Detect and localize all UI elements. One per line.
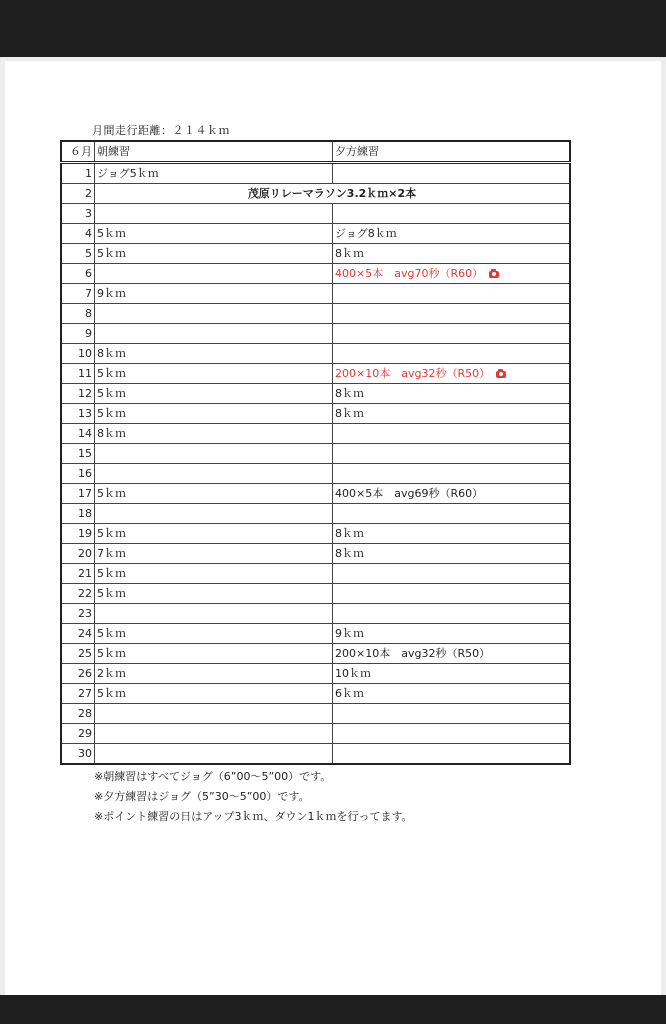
table-row (61, 224, 570, 244)
evening-text: 400×5本 avg69秒（R60） (335, 487, 484, 500)
morning-cell: 5ｋｍ (95, 484, 333, 504)
day-cell: 2 (61, 184, 95, 204)
table-row (61, 344, 570, 364)
evening-text: ジョグ8ｋｍ (335, 227, 397, 240)
table-row (61, 544, 570, 564)
day-cell: 11 (61, 364, 95, 384)
day-cell: 29 (61, 724, 95, 744)
morning-cell (95, 504, 333, 524)
footnote: ※夕方練習はジョグ（5”30～5”00）です。 (94, 790, 310, 803)
evening-text: 400×5本 avg70秒（R60） (335, 267, 484, 280)
morning-cell: 7ｋｍ (95, 544, 333, 564)
table-row (61, 244, 570, 264)
day-cell: 19 (61, 524, 95, 544)
evening-cell (333, 364, 571, 384)
day-cell: 25 (61, 644, 95, 664)
table-row (61, 444, 570, 464)
table-row (61, 624, 570, 644)
table-row (61, 564, 570, 584)
morning-cell (95, 704, 333, 724)
day-cell: 16 (61, 464, 95, 484)
morning-cell (95, 304, 333, 324)
evening-text: 6ｋｍ (335, 687, 364, 700)
evening-cell (333, 404, 571, 424)
evening-text: 200×10本 avg32秒（R50） (335, 367, 491, 380)
day-cell: 6 (61, 264, 95, 284)
day-cell: 13 (61, 404, 95, 424)
day-cell: 20 (61, 544, 95, 564)
viewer-bottom-bar (0, 995, 666, 1024)
morning-cell (95, 324, 333, 344)
morning-cell: 5ｋｍ (95, 624, 333, 644)
footnote: ※朝練習はすべてジョグ（6”00～5”00）です。 (94, 770, 332, 783)
evening-text: 8ｋｍ (335, 547, 364, 560)
day-cell: 3 (61, 204, 95, 224)
evening-cell (333, 544, 571, 564)
header-month: ６月 (61, 141, 95, 163)
evening-cell (333, 564, 571, 584)
table-row (61, 684, 570, 704)
training-log-table (60, 140, 571, 765)
table-row (61, 744, 570, 765)
day-cell: 5 (61, 244, 95, 264)
table-row (61, 464, 570, 484)
day-cell: 30 (61, 744, 95, 765)
evening-text: 9ｋｍ (335, 627, 364, 640)
evening-text: 10ｋｍ (335, 667, 371, 680)
evening-cell (333, 724, 571, 744)
morning-cell: 5ｋｍ (95, 584, 333, 604)
event-cell: 茂原リレーマラソン3.2ｋｍ×2本 (95, 184, 571, 204)
evening-cell (333, 684, 571, 704)
table-header-row (61, 141, 570, 163)
evening-text: 8ｋｍ (335, 387, 364, 400)
evening-cell (333, 304, 571, 324)
evening-cell (333, 644, 571, 664)
day-cell: 12 (61, 384, 95, 404)
day-cell: 7 (61, 284, 95, 304)
morning-cell (95, 604, 333, 624)
evening-cell (333, 504, 571, 524)
evening-cell (333, 224, 571, 244)
day-cell: 15 (61, 444, 95, 464)
morning-cell: 5ｋｍ (95, 564, 333, 584)
evening-cell (333, 484, 571, 504)
table-row (61, 664, 570, 684)
evening-cell (333, 444, 571, 464)
morning-cell: 5ｋｍ (95, 364, 333, 384)
day-cell: 1 (61, 163, 95, 184)
day-cell: 4 (61, 224, 95, 244)
day-cell: 10 (61, 344, 95, 364)
evening-text: 200×10本 avg32秒（R50） (335, 647, 491, 660)
morning-cell (95, 264, 333, 284)
evening-cell (333, 264, 571, 284)
table-row (61, 163, 570, 184)
viewer-top-bar (0, 0, 666, 57)
day-cell: 27 (61, 684, 95, 704)
table-row (61, 304, 570, 324)
table-row (61, 204, 570, 224)
monthly-distance-summary: 月間走行距離：２１４ｋｍ (92, 124, 230, 137)
morning-cell: 5ｋｍ (95, 524, 333, 544)
morning-cell: 5ｋｍ (95, 684, 333, 704)
table-row (61, 404, 570, 424)
evening-cell (333, 244, 571, 264)
morning-cell: 5ｋｍ (95, 404, 333, 424)
evening-cell (333, 424, 571, 444)
evening-cell (333, 204, 571, 224)
camera-icon (489, 271, 499, 278)
evening-cell (333, 624, 571, 644)
day-cell: 14 (61, 424, 95, 444)
footnote: ※ポイント練習の日はアップ3ｋｍ、ダウン1ｋｍを行ってます。 (94, 810, 413, 823)
morning-cell: 9ｋｍ (95, 284, 333, 304)
day-cell: 17 (61, 484, 95, 504)
day-cell: 26 (61, 664, 95, 684)
day-cell: 9 (61, 324, 95, 344)
day-cell: 21 (61, 564, 95, 584)
morning-cell: 5ｋｍ (95, 384, 333, 404)
morning-cell: 8ｋｍ (95, 424, 333, 444)
evening-cell (333, 384, 571, 404)
morning-cell (95, 444, 333, 464)
evening-cell (333, 284, 571, 304)
morning-cell: 5ｋｍ (95, 244, 333, 264)
evening-cell (333, 584, 571, 604)
morning-cell: 8ｋｍ (95, 344, 333, 364)
morning-cell (95, 464, 333, 484)
morning-cell (95, 204, 333, 224)
morning-cell (95, 724, 333, 744)
evening-cell (333, 464, 571, 484)
evening-text: 8ｋｍ (335, 407, 364, 420)
table-row (61, 644, 570, 664)
header-evening: 夕方練習 (333, 141, 571, 163)
morning-cell: 5ｋｍ (95, 224, 333, 244)
day-cell: 8 (61, 304, 95, 324)
table-row (61, 524, 570, 544)
table-row (61, 504, 570, 524)
evening-cell (333, 664, 571, 684)
camera-icon (496, 371, 506, 378)
morning-cell: ジョグ5ｋｍ (95, 163, 333, 184)
table-row (61, 424, 570, 444)
evening-cell (333, 524, 571, 544)
table-row (61, 384, 570, 404)
evening-text: 8ｋｍ (335, 247, 364, 260)
evening-cell (333, 163, 571, 184)
table-row (61, 324, 570, 344)
table-row (61, 364, 570, 384)
footnotes (94, 767, 413, 827)
morning-cell: 5ｋｍ (95, 644, 333, 664)
table-row (61, 604, 570, 624)
table-row (61, 584, 570, 604)
day-cell: 18 (61, 504, 95, 524)
table-row (61, 264, 570, 284)
morning-cell: 2ｋｍ (95, 664, 333, 684)
table-row (61, 484, 570, 504)
evening-cell (333, 324, 571, 344)
evening-cell (333, 704, 571, 724)
day-cell: 23 (61, 604, 95, 624)
evening-cell (333, 344, 571, 364)
evening-text: 8ｋｍ (335, 527, 364, 540)
morning-cell (95, 744, 333, 765)
evening-cell (333, 744, 571, 765)
evening-cell (333, 604, 571, 624)
day-cell: 24 (61, 624, 95, 644)
table-row (61, 704, 570, 724)
table-row (61, 724, 570, 744)
table-row (61, 284, 570, 304)
day-cell: 28 (61, 704, 95, 724)
day-cell: 22 (61, 584, 95, 604)
header-morning: 朝練習 (95, 141, 333, 163)
table-row (61, 184, 570, 204)
